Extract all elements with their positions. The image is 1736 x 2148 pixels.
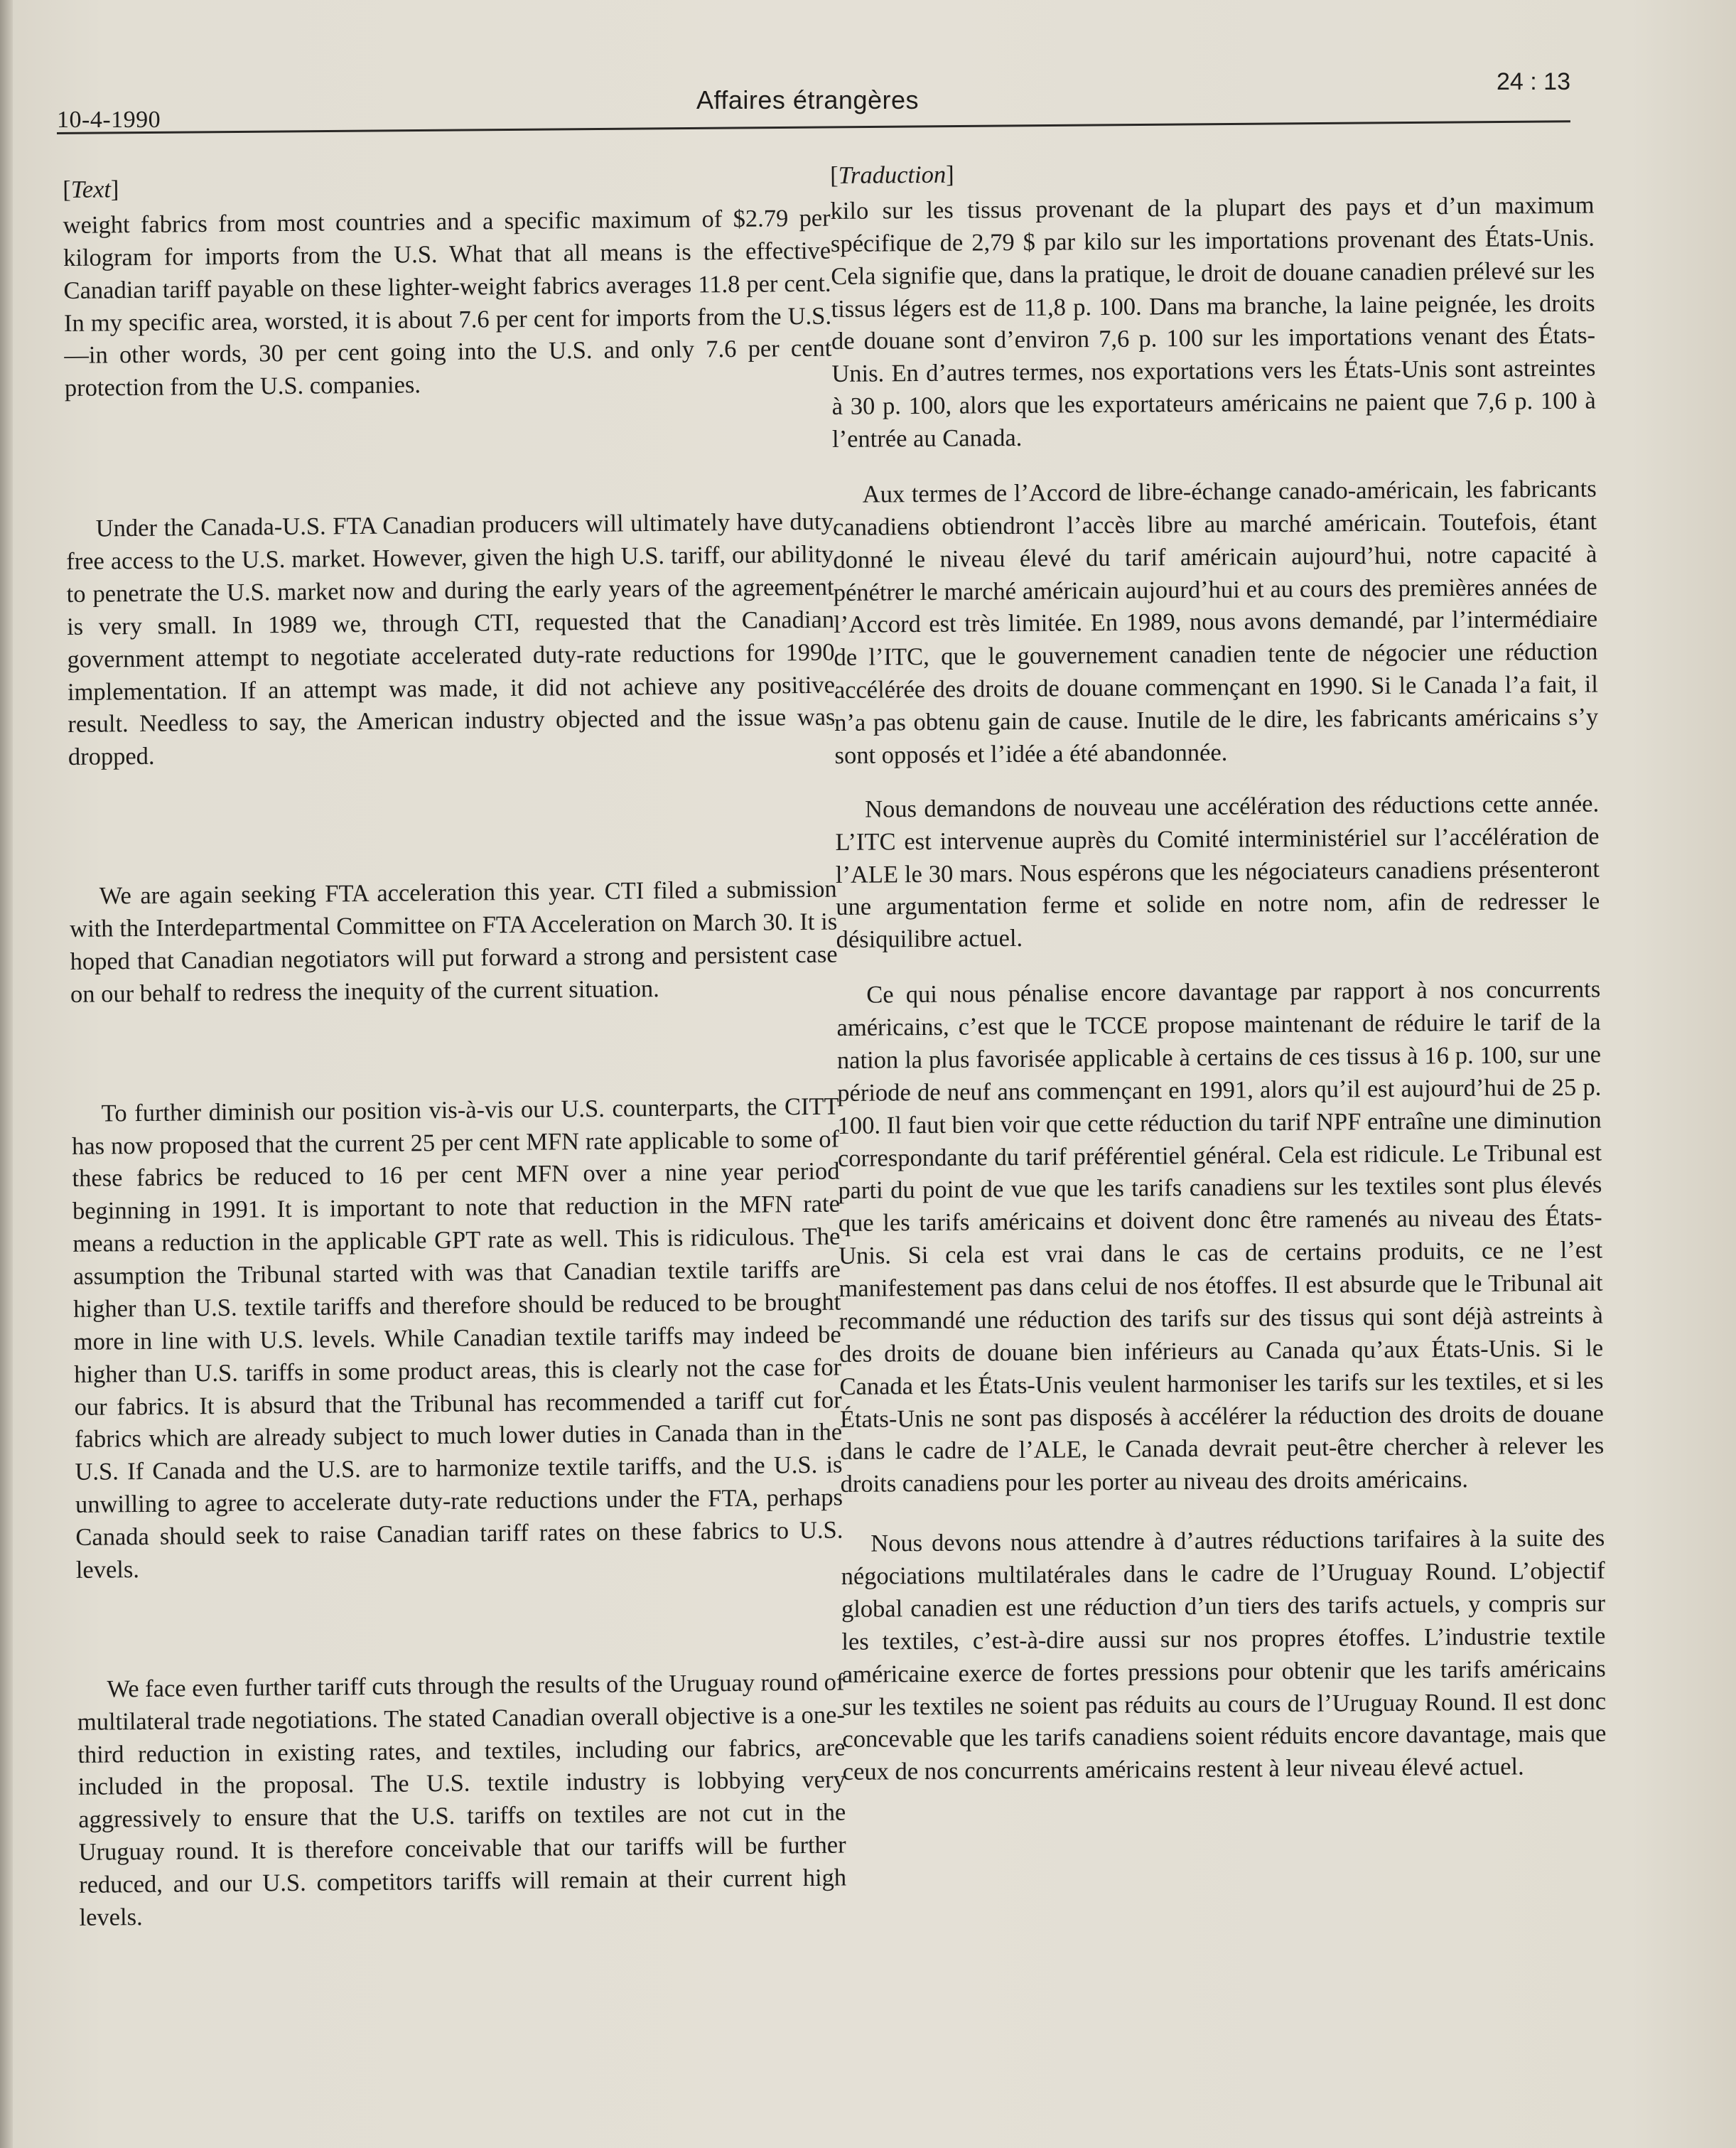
paragraph: kilo sur les tissus provenant de la plupart des pays et d’un maximum spécifique de 2,79 $ par kilo sur les importations provenant des États-Unis. Cela signifie que, dans la pratique, le droit de douane canadien prélevé sur les tissus légers est de 11,8 p. 100. Dans ma branche, la laine peignée, les droits de douane sont d’environ 7,6 p. 100 sur les importations venant des États-Unis. En d’autres termes, nos exportations vers les États-Unis sont astreintes à 30 p. 100, alors que les exportateurs américains ne paient que 7,6 p. 100 à l’entrée au Canada.	[830, 191, 1596, 453]
header-date: 10-4-1990	[57, 107, 161, 133]
header-rule	[57, 120, 1570, 134]
paragraph: Under the Canada-U.S. FTA Canadian producers will ultimately have duty free access to the U.S. market. However, given the high U.S. tariff, our ability to penetrate the U.S. market now and during the early years of the agreement is very small. In 1989 we, through CTI, requested that the Canadian government attempt to negotiate accelerated duty-rate reductions for 1990 implementation. If an attempt was made, it did not achieve any positive result. Needless to say, the American industry objected and the issue was dropped.	[66, 508, 836, 771]
paragraph: Aux termes de l’Accord de libre-échange canado-américain, les fabricants canadiens obtiendront l’accès libre au marché américain. Toutefois, étant donné le niveau élevé du tarif américain aujourd’hui, notre capacité à pénétrer le marché américain aujourd’hui et au cours des premières années de l’Accord est très limitée. En 1989, nous avons demandé, par l’intermédiaire de l’ITC, que le gouvernement canadien tente de négocier une réduction accélérée des droits de douane commençant en 1990. Si le Canada l’a fait, il n’a pas obtenu gain de cause. Inutile de le dire, les fabricants américains s’y sont opposés et l’idée a été abandonnée.	[832, 475, 1599, 769]
label-bracket-open: [	[63, 176, 71, 203]
label-bracket-close: ]	[110, 176, 119, 203]
label-word: Text	[70, 176, 112, 203]
paragraph: We are again seeking FTA acceleration this year. CTI filed a submission with the Interdepartmental Committee on FTA Acceleration on March 30. It is hoped that Canadian negotiators will put forward a strong and persistent case on our behalf to redress the inequity of the current situation.	[70, 875, 838, 1008]
label-word: Traduction	[838, 161, 947, 189]
paragraph: Nous demandons de nouveau une accélération des réductions cette année. L’ITC est intervenue auprès du Comité interministériel sur l’accélération de l’ALE le 30 mars. Nous espérons que les négociateurs canadiens présenteront une argumentation ferme et solide en notre nom, afin de redresser le désiquilibre actuel.	[835, 790, 1600, 954]
header-title: Affaires étrangères	[696, 85, 920, 114]
header-page-number: 24 : 13	[1497, 68, 1570, 95]
paragraph: Ce qui nous pénalise encore davantage par rapport à nos concurrents américains, c’est que le TCCE propose maintenant de réduire le tarif de la nation la plus favorisée applicable à certains de ces tissus à 16 p. 100, sur une période de neuf ans commençant en 1991, alors qu’il est aujourd’hui de 25 p. 100. Il faut bien voir que cette réduction du tarif NPF entraîne une diminution correspondante du tarif préférentiel général. Cela est ridicule. Le Tribunal est parti du point de vue que les tarifs canadiens sur les textiles sont plus élevés que les tarifs américains et doivent donc être ramenés au niveau des États-Unis. Si cela est vrai dans le cas de certains produits, ce ne l’est manifestement pas dans celui de nos étoffes. Il est absurde que le Tribunal ait recommandé une réduction des tarifs sur des tissus qui sont déjà astreints à des droits de douane bien inférieurs au Canada qu’aux États-Unis. Si le Canada et les États-Unis veulent harmoniser les tarifs sur les textiles, et si les États-Unis ne sont pas disposés à accélérer la réduction des droits de douane dans le cadre de l’ALE, le Canada devrait peut-être chercher à relever les droits canadiens pour les porter au niveau des droits américains.	[836, 975, 1605, 1498]
paragraph: We face even further tariff cuts through the results of the Uruguay round of multilateral trade negotiations. The stated Canadian overall objective is a one-third reduction in existing rates, and textiles, including our fabrics, are included in the proposal. The U.S. textile industry is lobbying very aggressively to ensure that the U.S. tariffs on textiles are not cut in the Uruguay round. It is therefore conceivable that our tariffs will be further reduced, and our U.S. competitors tariffs will remain at their current high levels.	[77, 1668, 847, 1931]
label-bracket-close: ]	[945, 161, 954, 188]
french-column	[830, 154, 1607, 1789]
paragraph: weight fabrics from most countries and a specific maximum of $2.79 per kilogram for imports from the U.S. What that all means is the effective Canadian tariff payable on these lighter-weight fabrics averages 11.8 per cent. In my specific area, worsted, it is about 7.6 per cent for imports from the U.S.—in other words, 30 per cent going into the U.S. and only 7.6 per cent protection from the U.S. companies.	[63, 204, 832, 402]
page-header	[57, 64, 1570, 135]
paragraph: To further diminish our position vis-à-vis our U.S. counterparts, the CITT has now proposed that the current 25 per cent MFN rate applicable to some of these fabrics be reduced to 16 per cent MFN over a nine year period beginning in 1991. It is important to note that reduction in the MFN rate means a reduction in the applicable GPT rate as well. This is ridiculous. The assumption the Tribunal started with was that Canadian textile tariffs are higher than U.S. textile tariffs and therefore should be reduced to be brought more in line with U.S. levels. While Canadian textile tariffs may indeed be higher than U.S. tariffs in some product areas, this is clearly not the case for our fabrics. It is absurd that the Tribunal has recommended a tariff cut for fabrics which are already subject to much lower duties in Canada than in the U.S. If Canada and the U.S. are to harmonize textile tariffs, and the U.S. is unwilling to agree to accelerate duty-rate reductions under the FTA, perhaps Canada should seek to raise Canadian tariff rates on these fabrics to U.S. levels.	[71, 1092, 843, 1584]
page-shadow-edge	[0, 0, 13, 2148]
paragraph: Nous devons nous attendre à d’autres réductions tarifaires à la suite des négociations multilatérales dans le cadre de l’Uruguay Round. L’objectif global canadien est une réduction d’un tiers des tarifs actuels, y compris sur les textiles, c’est-à-dire aussi sur nos propres étoffes. L’industrie textile américaine exerce de fortes pressions pour obtenir que les tarifs américains sur les textiles ne soient pas réduits au cours de l’Uruguay Round. Il est donc concevable que les tarifs canadiens soient réduits encore davantage, mais que ceux de nos concurrents américains restent à leur niveau élevé actuel.	[841, 1524, 1607, 1786]
label-bracket-open: [	[830, 161, 839, 189]
column-label-text	[63, 167, 830, 207]
english-column	[63, 167, 847, 1935]
column-label-traduction	[830, 154, 1594, 193]
